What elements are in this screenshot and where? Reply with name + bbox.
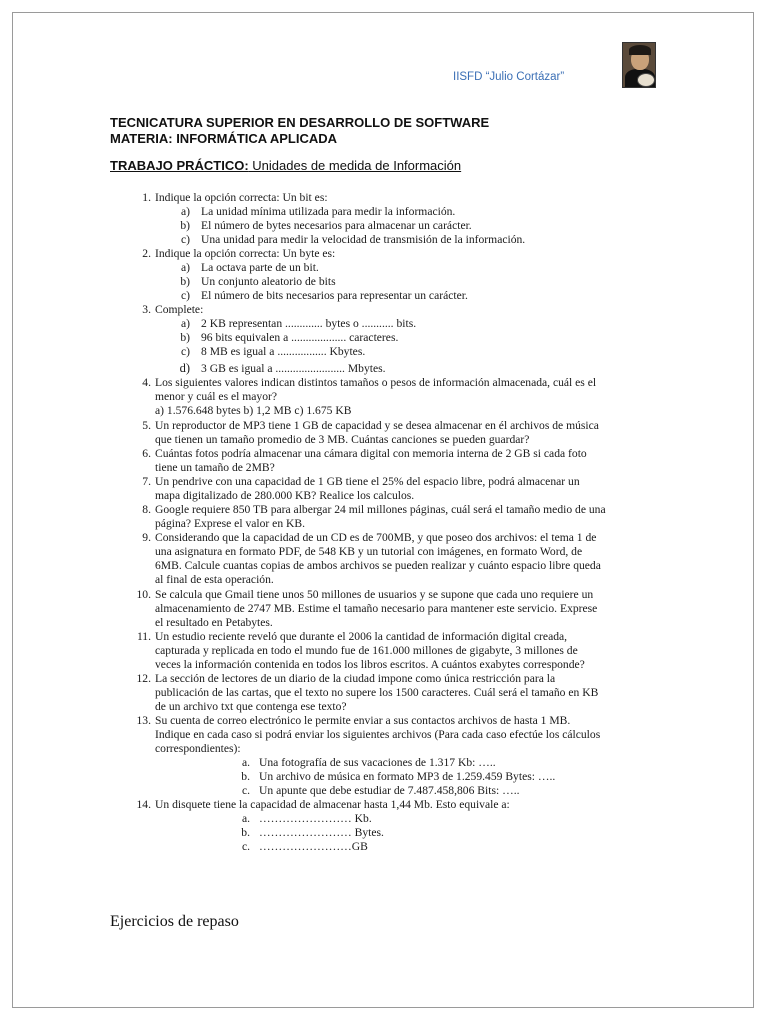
question-number: 3. [142,303,151,316]
option-letter: a) [180,261,190,274]
question-number: 5. [142,419,151,432]
question-text: página? Exprese el valor en KB. [155,517,306,530]
question-number: 12. [136,672,151,685]
option-text: Un apunte que debe estudiar de 7.487.458,806 Bits: ….. [259,784,520,797]
question-text: Complete: [155,303,204,316]
option-letter: c. [241,784,250,797]
option-letter: c) [180,345,190,358]
option-text: La octava parte de un bit. [201,261,319,274]
question-text: Considerando que la capacidad de un CD es de 700MB, y que poseo dos archivos: el tema 1 de [155,531,597,544]
option-text: 8 MB es igual a ................. Kbytes. [201,345,366,358]
question-text: Un estudio reciente reveló que durante el 2006 la cantidad de información digital creada, [155,630,568,643]
option-text: El número de bits necesarios para representar un carácter. [201,289,468,302]
question-text: capturada y replicada en todo el mundo fue de 161.000 millones de gigabyte, 3 millones de [155,644,578,657]
question-number: 11. [136,630,151,643]
option-letter: a. [241,812,250,825]
assignment-title [110,158,461,173]
question-text: almacenamiento de 2747 MB. Estime el tamaño necesario para mantener este servicio. Exprese [155,602,598,615]
question-text: Un reproductor de MP3 tiene 1 GB de capacidad y se desea almacenar en él archivos de música [155,419,599,432]
institution-logo [622,42,656,88]
question-text: Su cuenta de correo electrónico le permite enviar a sus contactos archivos de hasta 1 MB. [155,714,571,727]
option-letter: c. [241,840,250,853]
question-text: el resultado en Petabytes. [155,616,273,629]
question-text: tiene un tamaño de 2MB? [155,461,275,474]
option-text: 3 GB es igual a ........................ Mbytes. [201,362,386,375]
question-text: mapa digitalizado de 280.000 KB? Realice los calculos. [155,489,415,502]
question-text: que tienen un tamaño promedio de 3 MB. Cuántas canciones se pueden guardar? [155,433,530,446]
question-text: menor y cuál es el mayor? [155,390,278,403]
option-letter: a) [180,317,190,330]
option-letter: b) [180,275,190,288]
question-text: Un disquete tiene la capacidad de almacenar hasta 1,44 Mb. Esto equivale a: [155,798,510,811]
question-text: Se calcula que Gmail tiene unos 50 millones de usuarios y se supone que cada uno requiere un [155,588,594,601]
assignment-label: TRABAJO PRÁCTICO: [110,158,249,173]
option-text: Una unidad para medir la velocidad de transmisión de la información. [201,233,526,246]
option-text: La unidad mínima utilizada para medir la información. [201,205,456,218]
question-text: veces la información contenida en todos los libros escritos. A cuántos exabytes corresponde? [155,658,585,671]
question-number: 9. [142,531,151,544]
option-text: 96 bits equivalen a ................... caracteres. [201,331,399,344]
question-number: 8. [142,503,151,516]
question-text: 6MB. Calcule cuantas copias de ambos archivos se pueden realizar y cuánto espacio libre queda [155,559,601,572]
question-number: 13. [136,714,151,727]
option-text: …………………… Bytes. [259,826,384,839]
option-text: Un conjunto aleatorio de bits [201,275,336,288]
review-section-title: Ejercicios de repaso [110,913,239,930]
option-letter: a. [241,756,250,769]
subject-title: MATERIA: INFORMÁTICA APLICADA [110,131,337,146]
option-letter: b. [241,770,250,783]
question-text: Indique la opción correcta: Un byte es: [155,247,336,260]
course-title: TECNICATURA SUPERIOR EN DESARROLLO DE SOFTWARE [110,115,490,130]
question-number: 2. [142,247,151,260]
option-text: 2 KB representan ............. bytes o ........... bits. [201,317,417,330]
institution-name: IISFD “Julio Cortázar” [453,71,565,83]
option-letter: b) [180,219,190,232]
question-text: al final de esta operación. [155,573,274,586]
question-text: correspondientes): [155,742,241,755]
question-text: Los siguientes valores indican distintos tamaños o pesos de información almacenada, cuál es el [155,376,597,389]
question-text: publicación de las cartas, que el texto no supere los 1500 caracteres. Cuál será el tamaño en KB [155,686,599,699]
question-text: a) 1.576.648 bytes b) 1,2 MB c) 1.675 KB [155,404,352,417]
question-text: Cuántas fotos podría almacenar una cámara digital con memoria interna de 2 GB si cada foto [155,447,587,460]
option-text: …………………… Kb. [259,812,372,825]
assignment-topic: Unidades de medida de Información [248,158,462,173]
question-text: una asignatura en formato PDF, de 548 KB y un tutorial con imágenes, en formato Word, de [155,545,583,558]
question-number: 6. [142,447,151,460]
question-number: 7. [142,475,151,488]
question-text: Indique la opción correcta: Un bit es: [155,191,328,204]
option-letter: b. [241,826,250,839]
option-text: Una fotografía de sus vacaciones de 1.317 Kb: ….. [259,756,496,769]
question-text: de un archivo txt que contenga ese texto? [155,700,347,713]
question-number: 1. [142,191,151,204]
question-text: La sección de lectores de un diario de la ciudad impone como única restricción para la [155,672,556,685]
question-number: 14. [136,798,151,811]
question-text: Indique en cada caso si podrá enviar los siguientes archivos (Para cada caso efectúe los cálculos [155,728,601,741]
question-text: Un pendrive con una capacidad de 1 GB tiene el 25% del espacio libre, podrá almacenar un [155,475,580,488]
option-text: El número de bytes necesarios para almacenar un carácter. [201,219,472,232]
question-text: Google requiere 850 TB para albergar 24 mil millones páginas, cuál será el tamaño medio de una [155,503,606,516]
option-letter: c) [180,289,190,302]
option-letter: a) [180,205,190,218]
option-text: ……………………GB [259,840,368,853]
option-letter: d) [179,361,190,375]
question-number: 4. [142,376,151,389]
option-letter: c) [180,233,190,246]
option-letter: b) [180,331,190,344]
question-number: 10. [136,588,151,601]
option-text: Un archivo de música en formato MP3 de 1.259.459 Bytes: ….. [259,770,556,783]
